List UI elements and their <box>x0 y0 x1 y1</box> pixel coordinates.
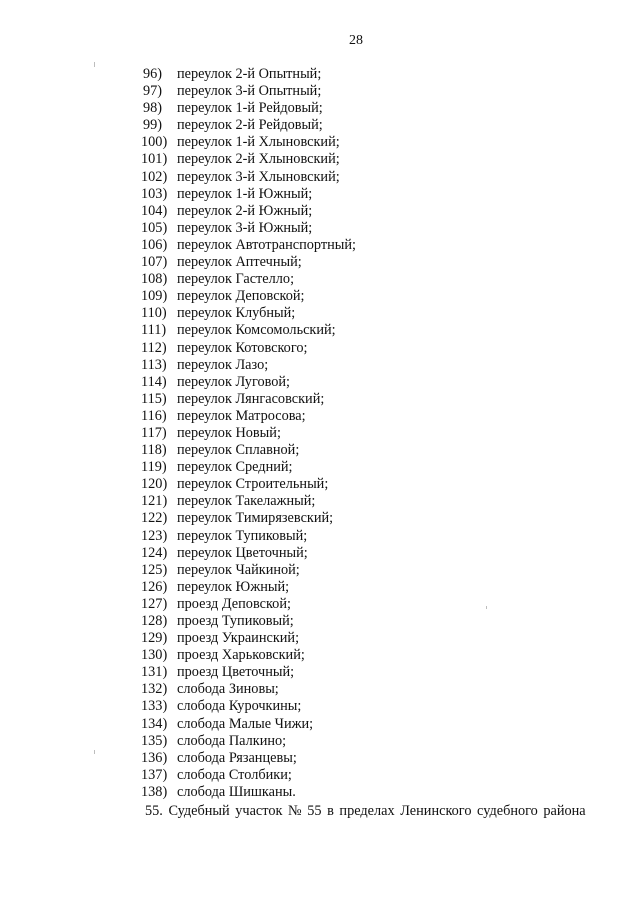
item-number: 96) <box>143 66 163 82</box>
item-text: переулок 2-й Опытный; <box>177 66 322 82</box>
list-item <box>141 630 356 647</box>
list-item <box>141 117 356 134</box>
item-number: 121) <box>141 493 168 510</box>
page-number: 28 <box>349 33 363 48</box>
item-text: переулок Котовского; <box>177 339 308 356</box>
list-item <box>141 288 356 305</box>
item-number: 102) <box>141 168 168 185</box>
list-item <box>141 733 356 750</box>
list-item <box>141 698 356 715</box>
list-item <box>141 100 356 117</box>
list-item <box>141 237 356 254</box>
item-number: 123) <box>141 527 168 544</box>
list-item <box>141 579 356 596</box>
list-item <box>141 647 356 664</box>
list-item <box>141 510 356 527</box>
list-item <box>141 784 356 801</box>
list-item <box>141 340 356 357</box>
item-text: переулок Луговой; <box>177 373 291 390</box>
item-text: переулок Строительный; <box>177 476 329 493</box>
item-text: переулок Тупиковый; <box>177 527 308 544</box>
item-text: переулок Автотранспортный; <box>177 236 356 253</box>
list-item <box>141 716 356 733</box>
item-text: переулок Тимирязевский; <box>177 510 334 527</box>
list-item <box>141 271 356 288</box>
list-item <box>141 664 356 681</box>
item-text: слобода Шишканы. <box>177 783 296 800</box>
item-text: слобода Курочкины; <box>177 698 302 715</box>
item-text: переулок 1-й Хлыновский; <box>177 134 340 151</box>
list-item <box>141 493 356 510</box>
list-item <box>141 186 356 203</box>
scan-mark <box>94 62 95 67</box>
list-item <box>141 151 356 168</box>
item-number: 122) <box>141 510 168 527</box>
item-text: переулок Лянгасовский; <box>177 390 325 407</box>
list-item <box>141 408 356 425</box>
item-number: 104) <box>141 202 168 219</box>
list-item <box>141 681 356 698</box>
item-text: проезд Деповской; <box>177 595 291 612</box>
item-number: 108) <box>141 271 168 288</box>
item-text: проезд Цветочный; <box>177 664 295 681</box>
section-heading: 55. Судебный участок № 55 в пределах Ленинского судебного района <box>145 803 586 819</box>
item-number: 118) <box>141 442 167 459</box>
item-text: переулок Матросова; <box>177 407 306 424</box>
list-item <box>141 750 356 767</box>
item-text: переулок Цветочный; <box>177 544 308 561</box>
item-text: слобода Зиновы; <box>177 681 279 698</box>
item-text: переулок Новый; <box>177 424 281 441</box>
item-number: 133) <box>141 698 168 715</box>
item-number: 114) <box>141 373 167 390</box>
list-item <box>141 220 356 237</box>
item-number: 99) <box>143 117 163 134</box>
street-list <box>141 66 356 801</box>
item-text: переулок 2-й Рейдовый; <box>177 117 323 134</box>
item-number: 125) <box>141 561 168 578</box>
item-text: переулок Деповской; <box>177 288 305 305</box>
item-text: переулок Сплавной; <box>177 442 300 459</box>
item-text: переулок 3-й Южный; <box>177 219 313 236</box>
list-item <box>141 357 356 374</box>
list-item <box>141 203 356 220</box>
list-item <box>141 596 356 613</box>
item-number: 97) <box>143 83 163 100</box>
item-number: 113) <box>141 356 167 373</box>
list-item <box>141 254 356 271</box>
list-item <box>141 562 356 579</box>
list-item <box>141 476 356 493</box>
item-text: переулок 3-й Хлыновский; <box>177 168 340 185</box>
item-number: 137) <box>141 766 168 783</box>
list-item <box>141 545 356 562</box>
item-number: 100) <box>141 134 168 151</box>
item-number: 128) <box>141 613 168 629</box>
item-number: 119) <box>141 459 167 476</box>
item-number: 127) <box>141 595 168 612</box>
item-text: проезд Харьковский; <box>177 647 305 664</box>
item-text: переулок Гастелло; <box>177 271 295 288</box>
item-number: 112) <box>141 339 167 356</box>
item-number: 115) <box>141 390 167 407</box>
item-text: переулок Средний; <box>177 459 293 476</box>
item-number: 120) <box>141 476 168 493</box>
list-item <box>141 322 356 339</box>
list-item <box>141 66 356 83</box>
item-number: 101) <box>141 151 168 168</box>
item-number: 107) <box>141 254 168 271</box>
list-item <box>141 442 356 459</box>
item-text: переулок Лазо; <box>177 356 269 373</box>
item-text: переулок 2-й Южный; <box>177 202 313 219</box>
list-item <box>141 425 356 442</box>
scan-mark <box>94 750 95 754</box>
item-number: 98) <box>143 100 163 117</box>
item-text: переулок Аптечный; <box>177 254 302 271</box>
item-number: 131) <box>141 664 168 681</box>
item-text: слобода Столбики; <box>177 766 292 783</box>
item-number: 132) <box>141 681 168 698</box>
item-text: проезд Тупиковый; <box>177 613 294 629</box>
item-text: слобода Палкино; <box>177 732 287 749</box>
item-number: 117) <box>141 424 167 441</box>
item-number: 109) <box>141 288 168 305</box>
item-text: переулок 2-й Хлыновский; <box>177 151 340 168</box>
list-item <box>141 767 356 784</box>
item-text: слобода Малые Чижи; <box>177 715 314 732</box>
item-text: переулок Южный; <box>177 578 290 595</box>
item-text: переулок 3-й Опытный; <box>177 83 322 100</box>
item-number: 106) <box>141 236 168 253</box>
list-item <box>141 374 356 391</box>
item-text: переулок Комсомольский; <box>177 322 336 339</box>
item-text: проезд Украинский; <box>177 630 300 647</box>
list-item <box>141 134 356 151</box>
list-item <box>141 613 356 630</box>
item-number: 126) <box>141 578 168 595</box>
item-number: 116) <box>141 407 167 424</box>
item-number: 134) <box>141 715 168 732</box>
item-number: 138) <box>141 783 168 800</box>
item-number: 130) <box>141 647 168 664</box>
item-number: 135) <box>141 732 168 749</box>
item-text: переулок Клубный; <box>177 305 296 322</box>
list-item <box>141 459 356 476</box>
item-text: переулок 1-й Рейдовый; <box>177 100 323 117</box>
list-item <box>141 83 356 100</box>
item-number: 129) <box>141 630 168 647</box>
list-item <box>141 528 356 545</box>
list-item <box>141 305 356 322</box>
scan-mark <box>486 606 487 609</box>
item-text: переулок 1-й Южный; <box>177 185 313 202</box>
item-number: 110) <box>141 305 167 322</box>
item-number: 103) <box>141 185 168 202</box>
item-number: 124) <box>141 544 168 561</box>
item-number: 111) <box>141 322 167 339</box>
item-text: переулок Такелажный; <box>177 493 316 510</box>
item-text: переулок Чайкиной; <box>177 561 300 578</box>
item-number: 136) <box>141 749 168 766</box>
list-item <box>141 169 356 186</box>
item-text: слобода Рязанцевы; <box>177 749 297 766</box>
list-item <box>141 391 356 408</box>
item-number: 105) <box>141 219 168 236</box>
